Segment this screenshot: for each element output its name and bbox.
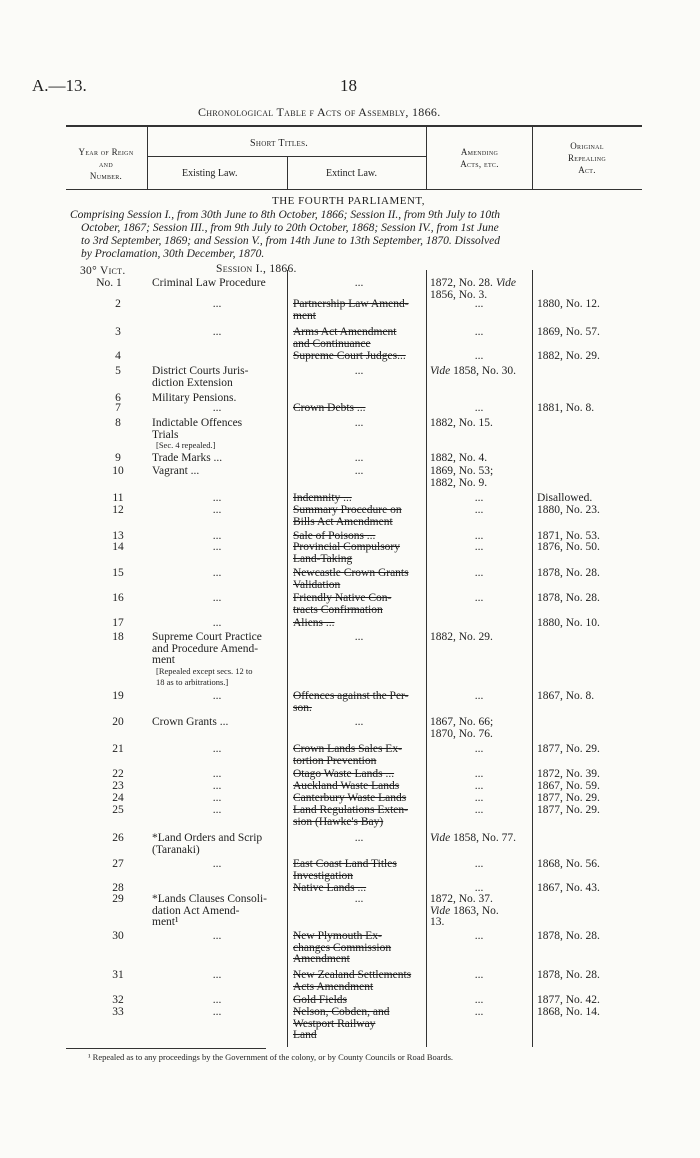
amending-acts-cell: 1882, No. 4.: [430, 452, 488, 464]
extinct-law-cell: ...: [354, 277, 364, 289]
extinct-law-cell: New Zealand Settlements: [293, 969, 412, 981]
parliament-line-1: Comprising Session I., from 30th June to 8th October, 1866; Session II., from 9th July to 10th: [70, 209, 501, 221]
existing-law-cell: ...: [212, 969, 222, 981]
act-number: 25: [112, 804, 124, 816]
existing-law-cell: diction Extension: [152, 376, 233, 389]
act-number: 17: [112, 617, 124, 629]
parliament-line-3: to 3rd September, 1869; and Session V., from 14th June to 13th September, 1870. Dissolved: [81, 235, 500, 247]
extinct-law-cell: Provincial Compulsory: [293, 541, 401, 553]
existing-law-cell: dation Act Amend-: [152, 904, 240, 917]
act-number: 21: [112, 743, 124, 755]
amending-acts-cell: 1856, No. 3.: [430, 288, 488, 301]
repealing-act-cell: 1871, No. 53.: [537, 530, 600, 542]
amending-acts-cell: 1869, No. 53;: [430, 465, 494, 477]
header-existing-law: Existing Law.: [182, 168, 238, 179]
parliament-title: THE FOURTH PARLIAMENT,: [272, 195, 426, 207]
extinct-law-cell: Indemnity ...: [293, 492, 352, 504]
header-original-repealing: Original Repealing Act.: [567, 141, 607, 175]
repealing-act-cell: Disallowed.: [537, 492, 593, 504]
amending-acts-cell: Vide 1858, No. 77.: [430, 832, 517, 844]
existing-law-cell: Supreme Court Practice: [152, 631, 262, 643]
repealing-act-cell: 1872, No. 39.: [537, 768, 600, 780]
existing-law-cell: ...: [212, 617, 222, 629]
amending-acts-cell: Vide 1863, No.: [430, 904, 499, 917]
extinct-law-cell: tracts Confirmation: [293, 603, 383, 616]
amending-acts-cell: ...: [474, 930, 484, 942]
extinct-law-cell: Aliens ...: [293, 617, 335, 629]
extinct-law-cell: ...: [354, 893, 364, 905]
extinct-law-cell: Acts Amendment: [293, 980, 374, 993]
header-extinct-law: Extinct Law.: [326, 168, 378, 179]
repealing-act-cell: 1877, No. 29.: [537, 804, 600, 816]
amending-acts-cell: ...: [474, 994, 484, 1006]
amending-acts-cell: ...: [474, 768, 484, 780]
amending-acts-cell: ...: [474, 780, 484, 792]
act-number: 27: [112, 858, 124, 870]
header-top-rule: [66, 125, 642, 127]
amending-acts-cell: 1872, No. 37.: [430, 893, 493, 905]
extinct-law-cell: Canterbury Waste Lands: [293, 792, 407, 804]
extinct-law-cell: East Coast Land Titles: [293, 858, 397, 870]
repealing-act-cell: 1869, No. 57.: [537, 326, 600, 338]
existing-law-cell: ...: [212, 792, 222, 804]
existing-law-cell: ...: [212, 930, 222, 942]
reign-label: 30° Vict.: [80, 265, 126, 277]
amending-acts-cell: ...: [474, 350, 484, 362]
existing-law-cell: ...: [212, 298, 222, 310]
act-number: 24: [112, 792, 124, 804]
extinct-law-cell: ...: [354, 832, 364, 844]
extinct-law-cell: tortion Prevention: [293, 754, 377, 767]
act-number: 23: [112, 780, 124, 792]
extinct-law-cell: New Plymouth Ex-: [293, 930, 382, 942]
col-divider-4: [532, 125, 533, 189]
amending-acts-cell: ...: [474, 402, 484, 414]
amending-acts-cell: ...: [474, 743, 484, 755]
existing-law-cell: Crown Grants ...: [152, 716, 229, 728]
amending-acts-cell: ...: [474, 804, 484, 816]
amending-acts-cell: 1882, No. 9.: [430, 476, 488, 489]
extinct-law-cell: ...: [354, 465, 364, 477]
header-short-titles: Short Titles.: [250, 138, 309, 149]
act-number: 16: [112, 592, 124, 604]
act-number: 7: [115, 402, 121, 414]
extinct-law-cell: Sale of Poisons ...: [293, 530, 376, 542]
act-number: 5: [115, 365, 121, 377]
existing-law-cell: ...: [212, 804, 222, 816]
act-number: 26: [112, 832, 124, 844]
extinct-law-cell: Native Lands ...: [293, 882, 367, 894]
existing-law-cell: (Taranaki): [152, 843, 200, 856]
repealing-act-cell: 1877, No. 29.: [537, 792, 600, 804]
extinct-law-cell: Validation: [293, 578, 341, 591]
existing-law-cell: Trade Marks ...: [152, 452, 223, 464]
header-amending-acts: Amending Acts, etc.: [460, 147, 499, 169]
existing-law-cell: ...: [212, 402, 222, 414]
extinct-law-cell: Land-Taking: [293, 552, 353, 565]
extinct-law-cell: Otago Waste Lands ...: [293, 768, 395, 780]
amending-acts-cell: ...: [474, 592, 484, 604]
repealing-act-cell: 1878, No. 28.: [537, 592, 600, 604]
session-label: Session I., 1866.: [216, 263, 297, 275]
page-ref: A.—13.: [32, 76, 87, 95]
existing-law-cell: ...: [212, 690, 222, 702]
footnote-rule: [66, 1048, 266, 1049]
repealing-act-cell: 1867, No. 8.: [537, 690, 595, 702]
existing-law-cell: ...: [212, 994, 222, 1006]
existing-law-cell: and Procedure Amend-: [152, 642, 259, 655]
existing-law-cell: ...: [212, 743, 222, 755]
extinct-law-cell: Westport Railway: [293, 1017, 376, 1030]
act-number: 22: [112, 768, 124, 780]
act-number: 2: [115, 298, 121, 310]
existing-law-cell: District Courts Juris-: [152, 365, 249, 377]
extinct-law-cell: Newcastle Crown Grants: [293, 567, 409, 579]
extinct-law-cell: Crown Debts ...: [293, 402, 366, 414]
existing-law-cell: ...: [212, 567, 222, 579]
act-number: 30: [112, 930, 124, 942]
act-number: 28: [112, 882, 124, 894]
repealing-act-cell: 1878, No. 28.: [537, 930, 600, 942]
act-number: 3: [115, 326, 121, 338]
act-number: 29: [112, 893, 124, 905]
repealing-act-cell: 1867, No. 59.: [537, 780, 600, 792]
act-number: 13: [112, 530, 124, 542]
existing-law-cell: *Lands Clauses Consoli-: [152, 893, 267, 905]
act-number: 33: [112, 1006, 124, 1018]
amending-acts-cell: ...: [474, 326, 484, 338]
repealing-act-cell: 1868, No. 14.: [537, 1006, 600, 1018]
existing-law-cell: ...: [212, 326, 222, 338]
amending-acts-cell: 13.: [430, 916, 445, 929]
header-year-reign: Year of Reign and Number.: [78, 147, 134, 181]
extinct-law-cell: Nelson, Cobden, and: [293, 1006, 390, 1018]
amending-acts-cell: Vide 1858, No. 30.: [430, 365, 517, 377]
amending-acts-cell: 1867, No. 66;: [430, 716, 494, 728]
existing-law-cell: ...: [212, 592, 222, 604]
act-number: 14: [112, 541, 124, 553]
act-number: 15: [112, 567, 124, 579]
act-number: 8: [115, 417, 121, 429]
amending-acts-cell: ...: [474, 504, 484, 516]
existing-law-cell: Indictable Offences: [152, 417, 243, 429]
extinct-law-cell: Investigation: [293, 869, 354, 882]
amending-acts-cell: 1872, No. 28. Vide: [430, 277, 517, 289]
amending-acts-cell: ...: [474, 541, 484, 553]
existing-law-cell: Trials: [152, 428, 179, 441]
extinct-law-cell: Amendment: [293, 953, 350, 966]
act-number: 11: [112, 492, 124, 504]
page-number: 18: [340, 76, 357, 95]
amending-acts-cell: ...: [474, 792, 484, 804]
act-number: 32: [112, 994, 124, 1006]
existing-law-cell: ...: [212, 492, 222, 504]
extinct-law-cell: Partnership Law Amend-: [293, 298, 409, 310]
extinct-law-cell: son.: [293, 701, 312, 714]
act-number: 6: [115, 392, 121, 404]
extinct-law-cell: Land Regulations Exten-: [293, 804, 408, 816]
extinct-law-cell: Arms Act Amendment: [293, 326, 397, 338]
header-bottom-rule: [66, 189, 642, 190]
col-divider-2: [287, 156, 288, 189]
extinct-law-cell: Summary Procedure on: [293, 504, 402, 516]
extinct-law-cell: sion (Hawke's Bay): [293, 815, 384, 828]
body-divider-2: [426, 270, 427, 1047]
repealing-act-cell: 1877, No. 29.: [537, 743, 600, 755]
page-title: Chronological Table f Acts of Assembly, 1866.: [198, 105, 441, 119]
amending-acts-cell: ...: [474, 567, 484, 579]
amending-acts-cell: ...: [474, 858, 484, 870]
extinct-law-cell: changes Commission: [293, 941, 392, 954]
body-divider-1: [287, 270, 288, 1047]
amending-acts-cell: ...: [474, 492, 484, 504]
extinct-law-cell: ment: [293, 309, 316, 322]
body-divider-3: [532, 270, 533, 1047]
repealing-act-cell: 1877, No. 42.: [537, 994, 600, 1006]
extinct-law-cell: ...: [354, 365, 364, 377]
extinct-law-cell: ...: [354, 417, 364, 429]
amending-acts-cell: ...: [474, 969, 484, 981]
repealing-act-cell: 1880, No. 12.: [537, 298, 600, 310]
existing-law-cell: ...: [212, 1006, 222, 1018]
existing-law-cell: [Repealed except secs. 12 to: [156, 665, 253, 676]
footnote: ¹ Repealed as to any proceedings by the Government of the colony, or by County Councils or Road Boards.: [88, 1052, 454, 1062]
repealing-act-cell: 1880, No. 23.: [537, 504, 600, 516]
existing-law-cell: ...: [212, 768, 222, 780]
extinct-law-cell: and Continuance: [293, 337, 371, 350]
amending-acts-cell: ...: [474, 530, 484, 542]
repealing-act-cell: 1880, No. 10.: [537, 617, 600, 629]
existing-law-cell: ...: [212, 541, 222, 553]
extinct-law-cell: ...: [354, 452, 364, 464]
existing-law-cell: ...: [212, 780, 222, 792]
act-number: 31: [112, 969, 124, 981]
existing-law-cell: ...: [212, 530, 222, 542]
extinct-law-cell: Auckland Waste Lands: [293, 780, 400, 792]
existing-law-cell: *Land Orders and Scrip: [152, 832, 263, 844]
col-divider-3: [426, 125, 427, 189]
extinct-law-cell: ...: [354, 716, 364, 728]
extinct-law-cell: Supreme Court Judges...: [293, 350, 406, 362]
extinct-law-cell: Land: [293, 1029, 317, 1042]
act-number: 18: [112, 631, 124, 643]
act-number: 12: [112, 504, 124, 516]
repealing-act-cell: 1878, No. 28.: [537, 567, 600, 579]
act-number: 19: [112, 690, 124, 702]
existing-law-cell: ment: [152, 654, 175, 667]
repealing-act-cell: 1868, No. 56.: [537, 858, 600, 870]
act-number: 20: [112, 716, 124, 728]
existing-law-cell: Criminal Law Procedure: [152, 277, 266, 289]
extinct-law-cell: Bills Act Amendment: [293, 515, 393, 528]
extinct-law-cell: ...: [354, 631, 364, 643]
extinct-law-cell: Gold Fields: [293, 994, 347, 1006]
act-number: No. 1: [96, 277, 122, 289]
existing-law-cell: ...: [212, 504, 222, 516]
repealing-act-cell: 1867, No. 43.: [537, 882, 600, 894]
repealing-act-cell: 1876, No. 50.: [537, 541, 600, 553]
col-divider-1: [147, 125, 148, 189]
amending-acts-cell: 1882, No. 29.: [430, 631, 493, 643]
repealing-act-cell: 1881, No. 8.: [537, 402, 595, 414]
amending-acts-cell: ...: [474, 298, 484, 310]
amending-acts-cell: ...: [474, 1006, 484, 1018]
amending-acts-cell: ...: [474, 690, 484, 702]
act-number: 9: [115, 452, 121, 464]
extinct-law-cell: Offences against the Per-: [293, 690, 409, 702]
amending-acts-cell: ...: [474, 882, 484, 894]
existing-law-cell: Military Pensions.: [152, 392, 237, 404]
existing-law-cell: Vagrant ...: [152, 465, 200, 477]
existing-law-cell: [Sec. 4 repealed.]: [156, 440, 216, 451]
parliament-line-2: October, 1867; Session III., from 9th July to 20th October, 1868; Session IV., from 1st June: [81, 222, 499, 234]
act-number: 4: [115, 350, 121, 362]
existing-law-cell: 18 as to arbitrations.]: [156, 677, 229, 688]
repealing-act-cell: 1878, No. 28.: [537, 969, 600, 981]
existing-law-cell: ment¹: [152, 916, 179, 929]
repealing-act-cell: 1882, No. 29.: [537, 350, 600, 362]
existing-law-cell: ...: [212, 858, 222, 870]
parliament-line-4: by Proclamation, 30th December, 1870.: [81, 248, 265, 260]
act-number: 10: [112, 465, 124, 477]
extinct-law-cell: Crown Lands Sales Ex-: [293, 743, 402, 755]
extinct-law-cell: Friendly Native Con-: [293, 592, 392, 604]
amending-acts-cell: 1870, No. 76.: [430, 727, 493, 740]
amending-acts-cell: 1882, No. 15.: [430, 417, 493, 429]
